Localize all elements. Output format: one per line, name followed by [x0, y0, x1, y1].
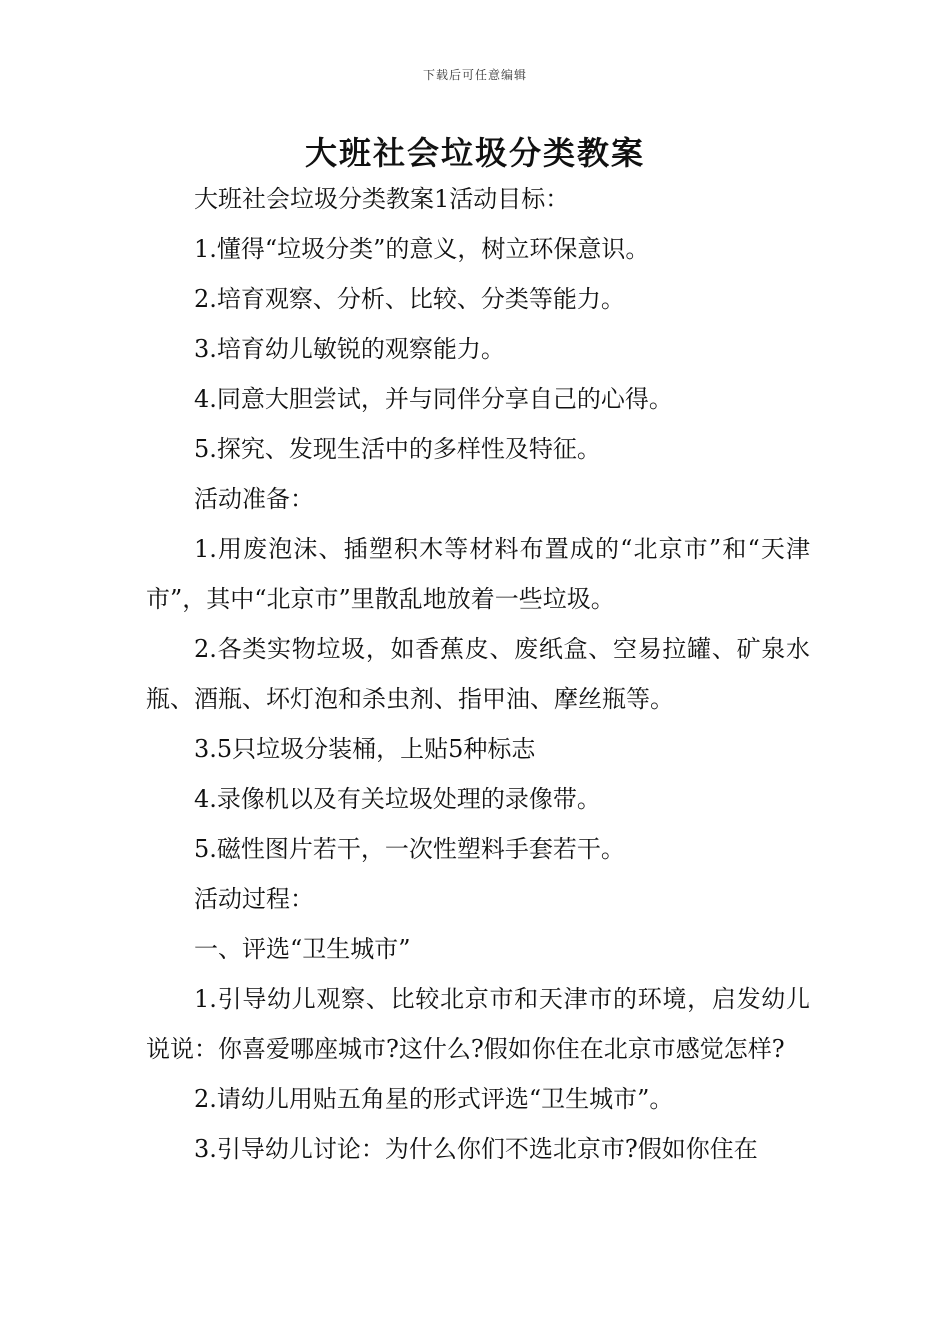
- paragraph: 活动准备：: [194, 485, 314, 513]
- paragraph: 4.录像机以及有关垃圾处理的录像带。: [194, 785, 601, 813]
- header-note: 下载后可任意编辑: [422, 68, 527, 82]
- paragraph: 2.培育观察、分析、比较、分类等能力。: [194, 285, 625, 313]
- paragraph: 5.探究、发现生活中的多样性及特征。: [194, 435, 601, 463]
- paragraph: 2.请幼儿用贴五角星的形式评选“卫生城市”。: [194, 1085, 674, 1113]
- paragraph: 1.引导幼儿观察、比较北京市和天津市的环境，启发幼儿说说：你喜爱哪座城市?这什么?假如你住在北京市感觉怎样?: [146, 985, 810, 1063]
- paragraph: 1.用废泡沫、插塑积木等材料布置成的“北京市”和“天津市”，其中“北京市”里散乱地放着一些垃圾。: [146, 535, 810, 613]
- paragraph: 一、评选“卫生城市”: [194, 935, 411, 963]
- document-body: [146, 174, 810, 1174]
- paragraph: 4.同意大胆尝试，并与同伴分享自己的心得。: [194, 385, 673, 413]
- paragraph: 3.培育幼儿敏锐的观察能力。: [194, 335, 505, 363]
- document-title: 大班社会垃圾分类教案: [304, 134, 645, 172]
- paragraph: 1.懂得“垃圾分类”的意义，树立环保意识。: [194, 235, 650, 263]
- paragraph: 3.引导幼儿讨论：为什么你们不选北京市?假如你住在: [194, 1135, 758, 1163]
- paragraph: 大班社会垃圾分类教案1活动目标：: [194, 185, 570, 213]
- paragraph: 5.磁性图片若干，一次性塑料手套若干。: [194, 835, 625, 863]
- paragraph: 3.5只垃圾分装桶，上贴5种标志: [194, 735, 536, 763]
- paragraph: 活动过程：: [194, 885, 314, 913]
- paragraph: 2.各类实物垃圾，如香蕉皮、废纸盒、空易拉罐、矿泉水瓶、酒瓶、坏灯泡和杀虫剂、指甲油、摩丝瓶等。: [146, 635, 810, 713]
